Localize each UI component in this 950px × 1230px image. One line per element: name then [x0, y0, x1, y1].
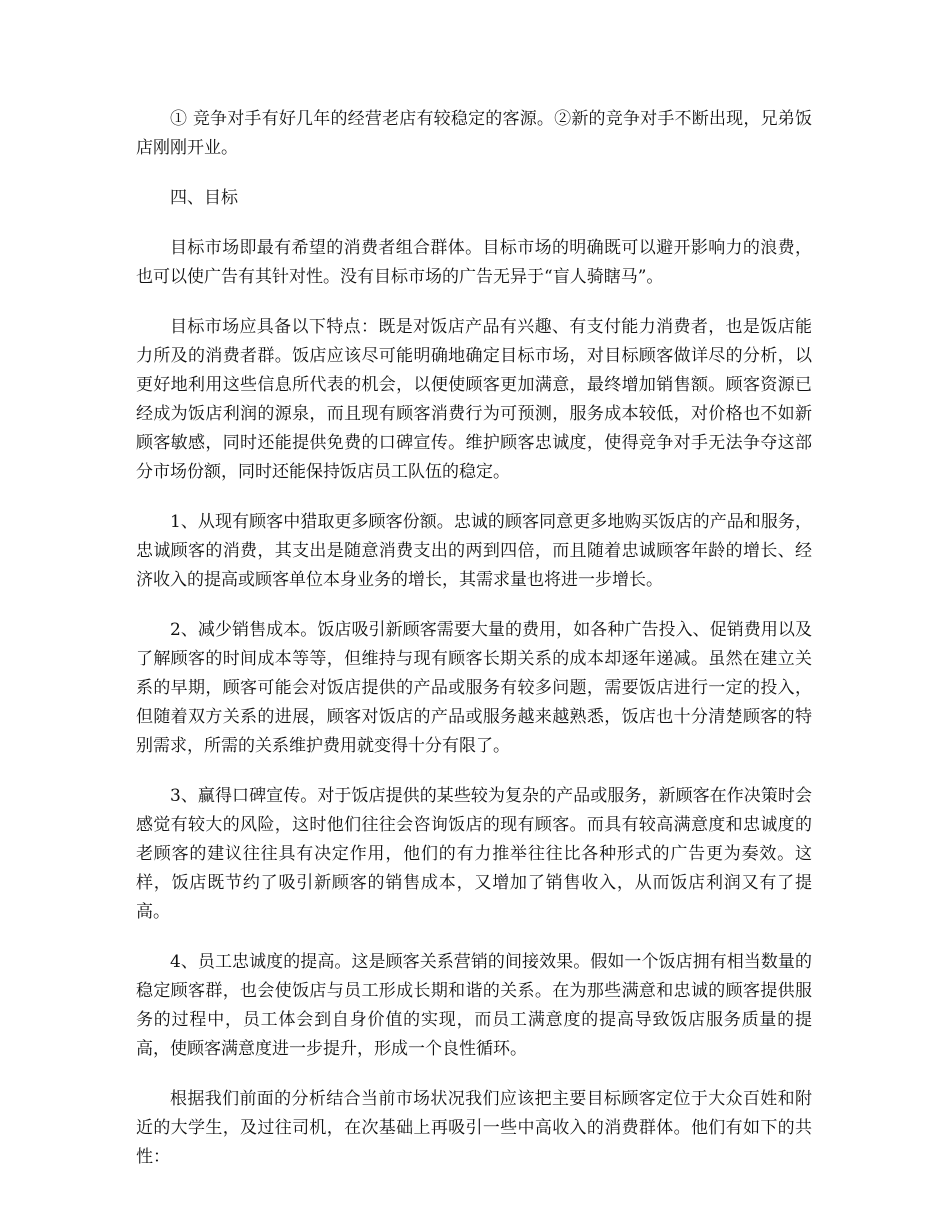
- paragraph-point-3: 3、赢得口碑宣传。对于饭店提供的某些较为复杂的产品或服务，新顾客在作决策时会感觉有较大的风险，这时他们往往会咨询饭店的现有顾客。而具有较高满意度和忠诚度的老顾客的建议往往具有决定作用，他们的有力推举往往比各种形式的广告更为奏效。这样，饭店既节约了吸引新顾客的销售成本，又增加了销售收入，从而饭店利润又有了提高。: [136, 786, 812, 922]
- paragraph-point-2: 2、减少销售成本。饭店吸引新顾客需要大量的费用，如各种广告投入、促销费用以及了解顾客的时间成本等等，但维持与现有顾客长期关系的成本却逐年递减。虽然在建立关系的早期，顾客可能会对饭店提供的产品或服务有较多问题，需要饭店进行一定的投入，但随着双方关系的进展，顾客对饭店的产品或服务越来越熟悉，饭店也十分清楚顾客的特别需求，所需的关系维护费用就变得十分有限了。: [136, 620, 812, 756]
- paragraph-conclusion: 根据我们前面的分析结合当前市场状况我们应该把主要目标顾客定位于大众百姓和附近的大学生，及过往司机，在次基础上再吸引一些中高收入的消费群体。他们有如下的共性：: [136, 1089, 812, 1167]
- paragraph-point-4: 4、员工忠诚度的提高。这是顾客关系营销的间接效果。假如一个饭店拥有相当数量的稳定顾客群，也会使饭店与员工形成长期和谐的关系。在为那些满意和忠诚的顾客提供服务的过程中，员工体会到自身价值的实现，而员工满意度的提高导致饭店服务质量的提高，使顾客满意度进一步提升，形成一个良性循环。: [136, 952, 812, 1059]
- paragraph-competition: ① 竞争对手有好几年的经营老店有较稳定的客源。②新的竞争对手不断出现，兄弟饭店刚刚开业。: [136, 109, 812, 158]
- section-heading-goals: 四、目标: [170, 188, 238, 208]
- paragraph-target-market-definition: 目标市场即最有希望的消费者组合群体。目标市场的明确既可以避开影响力的浪费，也可以使广告有其针对性。没有目标市场的广告无异于“盲人骑瞎马”。: [136, 238, 812, 287]
- paragraph-target-market-features: 目标市场应具备以下特点：既是对饭店产品有兴趣、有支付能力消费者，也是饭店能力所及的消费者群。饭店应该尽可能明确地确定目标市场，对目标顾客做详尽的分析，以更好地利用这些信息所代表的机会，以便使顾客更加满意，最终增加销售额。顾客资源已经成为饭店利润的源泉，而且现有顾客消费行为可预测，服务成本较低，对价格也不如新顾客敏感，同时还能提供免费的口碑宣传。维护顾客忠诚度，使得竞争对手无法争夺这部分市场份额，同时还能保持饭店员工队伍的稳定。: [136, 317, 812, 482]
- paragraph-point-1: 1、从现有顾客中猎取更多顾客份额。忠诚的顾客同意更多地购买饭店的产品和服务，忠诚顾客的消费，其支出是随意消费支出的两到四倍，而且随着忠诚顾客年龄的增长、经济收入的提高或顾客单位本身业务的增长，其需求量也将进一步增长。: [136, 512, 812, 590]
